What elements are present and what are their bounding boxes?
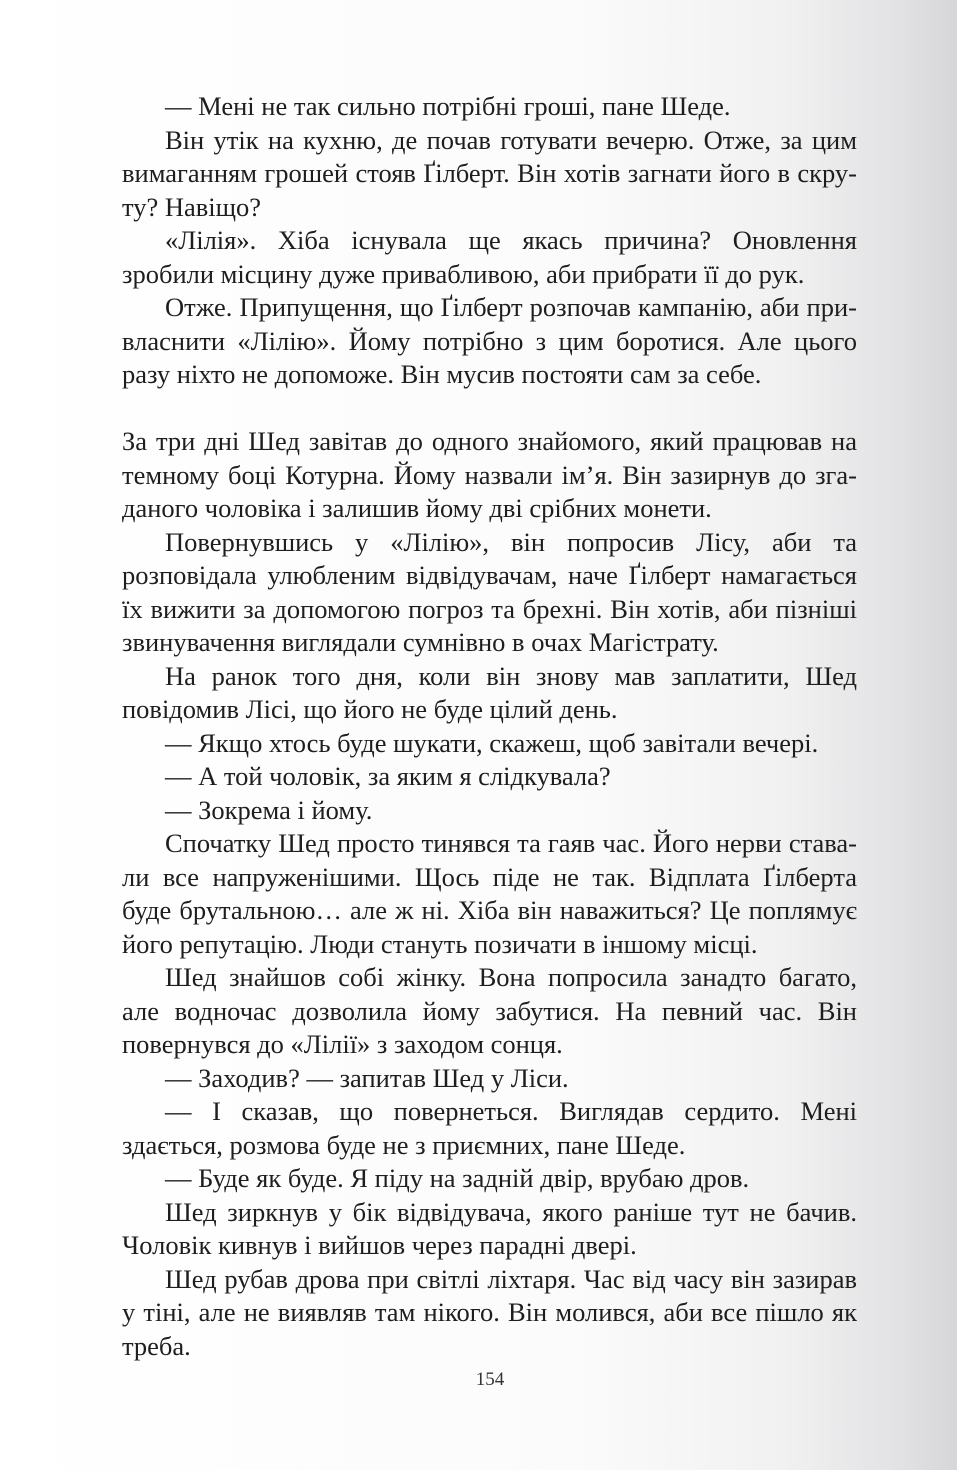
paragraph: Шед зиркнув у бік відвідувача, якого раніше тут не бачив. Чоловік кивнув і вийшов через парадні двері. — [122, 1196, 857, 1260]
paragraph: Шед знайшов собі жінку. Вона попросила занадто багато, але водночас дозволила йому забутися. На певний час. Він повернувся до «Лілії» з заходом сонця. — [122, 962, 857, 1059]
paragraph: Шед рубав дрова при світлі ліхтаря. Час від часу він зазирав у тіні, але не виявляв там нікого. Він молився, аби все пішло як треба. — [122, 1263, 857, 1361]
section-break — [122, 392, 857, 426]
body-text — [122, 90, 857, 1363]
dialogue-line: — Якщо хтось буде шукати, скажеш, щоб завітали вечері. — [165, 727, 819, 758]
dialogue-line: — Зокрема і йому. — [165, 794, 373, 825]
dialogue-line: — А той чоловік, за яким я слідкувала? — [165, 761, 611, 791]
paragraph: Отже. Припущення, що Ґілберт розпочав кампанію, аби привласнити «Лілію». Йому потрібно з цим боротися. Але цього разу ніхто не допоможе. Він мусив постояти сам за себе. — [122, 292, 857, 389]
section-opening-paragraph: За три дні Шед завітав до одного знайомого, який працював на темному боці Котурна. Йому назвали ім’я. Він зазирнув до згаданого чоловіка і залишив йому дві срібних монети. — [122, 426, 857, 523]
paragraph: Повернувшись у «Лілію», він попросив Лісу, аби та розповідала улюбленим відвідувачам, наче Ґілберт намагається їх вижити за допомогою погроз та брехні. Він хотів, аби пізніші звинувачення виглядали сумнівно в очах Магістрату. — [122, 526, 857, 657]
dialogue-line: — І сказав, що повернеться. Виглядав сердито. Мені здається, розмова буде не з приємних, пане Шеде. — [122, 1096, 857, 1160]
paragraph: Він утік на кухню, де почав готувати вечерю. Отже, за цим вимаганням грошей стояв Ґілберт. Він хотів загнати його в скруту? Навіщо? — [122, 124, 857, 222]
paragraph: Спочатку Шед просто тинявся та гаяв час. Його нерви ставали все напруженішими. Щось піде не так. Відплата Ґілберта буде брутальною… але ж ні. Хіба він наважиться? Це поплямує його репутацію. Люди стануть позичати в іншому місці. — [122, 828, 857, 959]
paragraph: На ранок того дня, коли він знову мав заплатити, Шед повідомив Лісі, що його не буде цілий день. — [122, 660, 857, 724]
paragraph: «Лілія». Хіба існувала ще якась причина? Оновлення зробили місцину дуже привабливою, аби прибрати її до рук. — [122, 225, 857, 289]
paragraph: — Мені не так сильно потрібні гроші, пане Шеде. — [165, 91, 731, 121]
page-number: 154 — [475, 1369, 505, 1390]
dialogue-line: — Заходив? — запитав Шед у Ліси. — [165, 1062, 569, 1093]
dialogue-line: — Буде як буде. Я піду на задній двір, врубаю дров. — [165, 1163, 750, 1193]
